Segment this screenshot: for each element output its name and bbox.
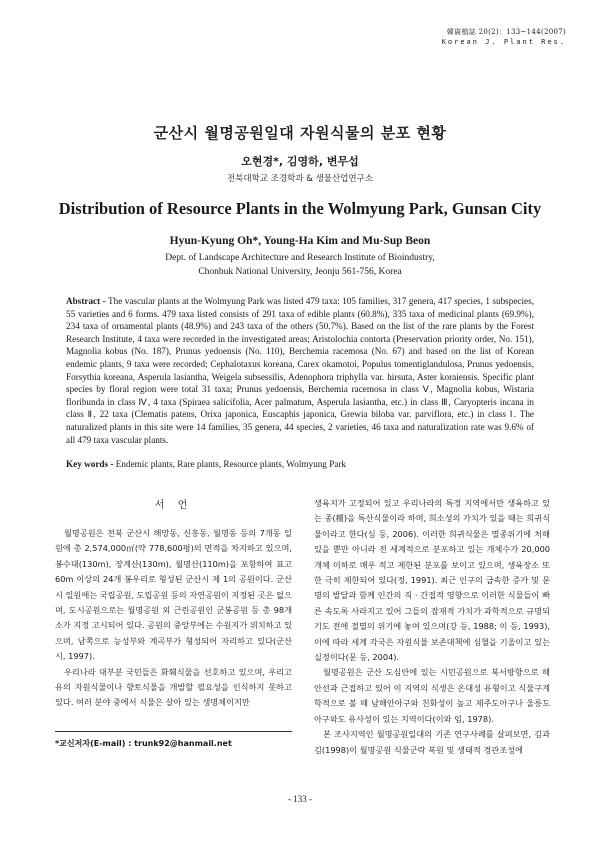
- abstract-text: The vascular plants at the Wolmyung Park was listed 479 taxa: 105 families, 317 genera, 417 species, 1 subspecies, 55 varieties and 6 forms. 479 taxa listed consists of 291 taxa of edible plants (60.8%), 335 taxa of medicinal plants (69.9%), 234 taxa of ornamental plants (48.9%) and 243 taxa of the others (50.7%). Based on the list of the rare plants by the Forest Research Institute, 4 taxa were recorded in the investigated areas; Aristolochia contorta (Preservation priority order, No. 151), Magnolia kobus (No. 187), Prunus yedoensis (No. 110), Berchemia racemosa (No. 67) and based on the list of Korean endemic plants, 9 taxa were recorded; Cephalotaxus koreana, Carex okamotoi, Populus tomentiglandulosa, Prunus yedoensis, Forsythia koreana, Asperula lasiantha, Weigela subsessilis, Adenophora triphylla var. hirsuta, Aster koraiensis. Specific plant species by floral region were total 31 taxa; Prunus yedoensis, Berchemia racemosa in class Ⅴ, Magnolia kobus, Wistaria floribunda in class Ⅳ, 4 taxa (Spiraea salicifolia, Acer palmatum, Asperula lasiantha, etc.) in class Ⅲ, Caryopteris incana in class Ⅱ, 22 taxa (Clematis patens, Orixa japonica, Euscaphis japonica, Grewia biloba var. parviflora, etc.) in class Ⅰ. The naturalized plants in this site were 14 families, 35 genera, 44 species, 2 varieties, 46 taxa and naturalization rate was 9.6% of all 479 taxa vascular plants.: [66, 296, 534, 445]
- corresponding-author-footnote: *교신저자(E-mail) : trunk92@hanmail.net: [55, 739, 232, 748]
- authors-korean: 오현경*, 김영하, 변무섭: [241, 155, 359, 168]
- keywords: [66, 459, 534, 469]
- body-paragraph: 월명공원은 전북 군산시 해망동, 신흥동, 월명동 등의 7개동 일원에 총 2,574,000㎡(약 778,600평)의 면적을 차지하고 있으며, 봉수대(130m), 장계산(130m), 월명산(110m)을 포함하여 표고 60m 이상의 24개 봉우리로 형성된 군산시 제 1의 공원이다. 군산시 일원에는 국립공원, 도립공원 등의 자연공원이 지정된 곳은 없으며, 도시공원으로는 월명공원 외 근린공원인 군봉공원 등 총 98개소가 지정 고시되어 있다. 공원의 중앙부에는 수원지가 위치하고 있으며, 남쪽으로 능성부와 계곡부가 형성되어 자리하고 있다(군산시, 1997).: [55, 528, 292, 662]
- journal-citation: 韓資植誌 20(2)：133~144(2007): [446, 28, 566, 36]
- affiliation-line-1: Dept. of Landscape Architecture and Research Institute of Bioindustry,: [165, 253, 435, 263]
- affiliation-korean: 전북대학교 조경학과 & 생물산업연구소: [226, 174, 374, 184]
- footnote-divider: [55, 731, 292, 732]
- title-korean: 군산시 월명공원일대 자원식물의 분포 현황: [153, 124, 447, 142]
- keywords-label: Key words -: [66, 459, 116, 469]
- running-head: [442, 27, 566, 47]
- authors-english: Hyun-Kyung Oh*, Young-Ha Kim and Mu-Sup Beon: [169, 235, 431, 247]
- body-paragraph: 우리나라 대부분 국민들은 화훼식물을 선호하고 있으며, 우리고유의 자원식물이나 향토식물을 개발할 필요성을 인식하지 못하고 있다. 여러 분야 중에서 식물은 살아 있는 생명체이지만: [55, 666, 292, 708]
- body-paragraph: 본 조사지역인 월명공원일대의 기존 연구사례를 살펴보면, 김과 김(1998)이 월명공원 식물군락 복원 및 생태적 경관조성에: [314, 729, 550, 755]
- journal-name: Korean J. Plant Res.: [441, 38, 566, 46]
- abstract: [66, 295, 534, 446]
- body-column-left: [55, 526, 292, 711]
- body-column-right: [314, 496, 550, 758]
- abstract-label: Abstract -: [66, 296, 109, 306]
- keywords-text: Endemic plants, Rare plants, Resource plants, Wolmyung Park: [115, 459, 347, 469]
- page-number: - 133 -: [288, 794, 312, 804]
- body-paragraph: 생육지가 고정되어 있고 우리나라의 특정 지역에서만 생육하고 있는 종(種)을 특산식물이라 하며, 희소성의 가치가 있을 때는 희귀식물이라고 한다(심 등, 2006). 이러한 희귀식물은 멸종위기에 처해있을 뿐만 아니라 전 세계적으로 분포하고 있는 개체수가 20,000개체 이하로 매우 적고 제한된 분포를 보이고 있으며, 생육장소 또한 극히 제한되어 있다(정, 1991). 최근 인구의 급속한 증가 및 문명의 발달과 함께 인간의 직 · 간접적 영향으로 이러한 식물들이 빠른 속도록 사라지고 있어 그들의 잠재적 가치가 과학적으로 규명되기도 전에 절멸의 위기에 놓여 있으며(강 등, 1988; 이 등, 1993), 이에 따라 세계 각국은 자원식물 보존대책에 심혈을 기울이고 있는 실정이다(문 등, 2004).: [314, 498, 550, 663]
- affiliation-english: [0, 251, 600, 279]
- body-paragraph: 월명공원은 군산 도심안에 있는 시민공원으로 북서방향으로 해안선과 근접하고 있어 이 지역의 식생은 온대성 유형이고 식물구계학적으로 볼 때 남해안아구와 친화성이 높고 제주도아구나 울릉도아구와도 유사성이 있는 지역이다(이와 임, 1978).: [314, 667, 550, 724]
- section-heading-introduction: 서 언: [154, 500, 193, 511]
- title-english: Distribution of Resource Plants in the Wolmyung Park, Gunsan City: [58, 199, 542, 218]
- affiliation-line-2: Chonbuk National University, Jeonju 561-756, Korea: [198, 267, 402, 277]
